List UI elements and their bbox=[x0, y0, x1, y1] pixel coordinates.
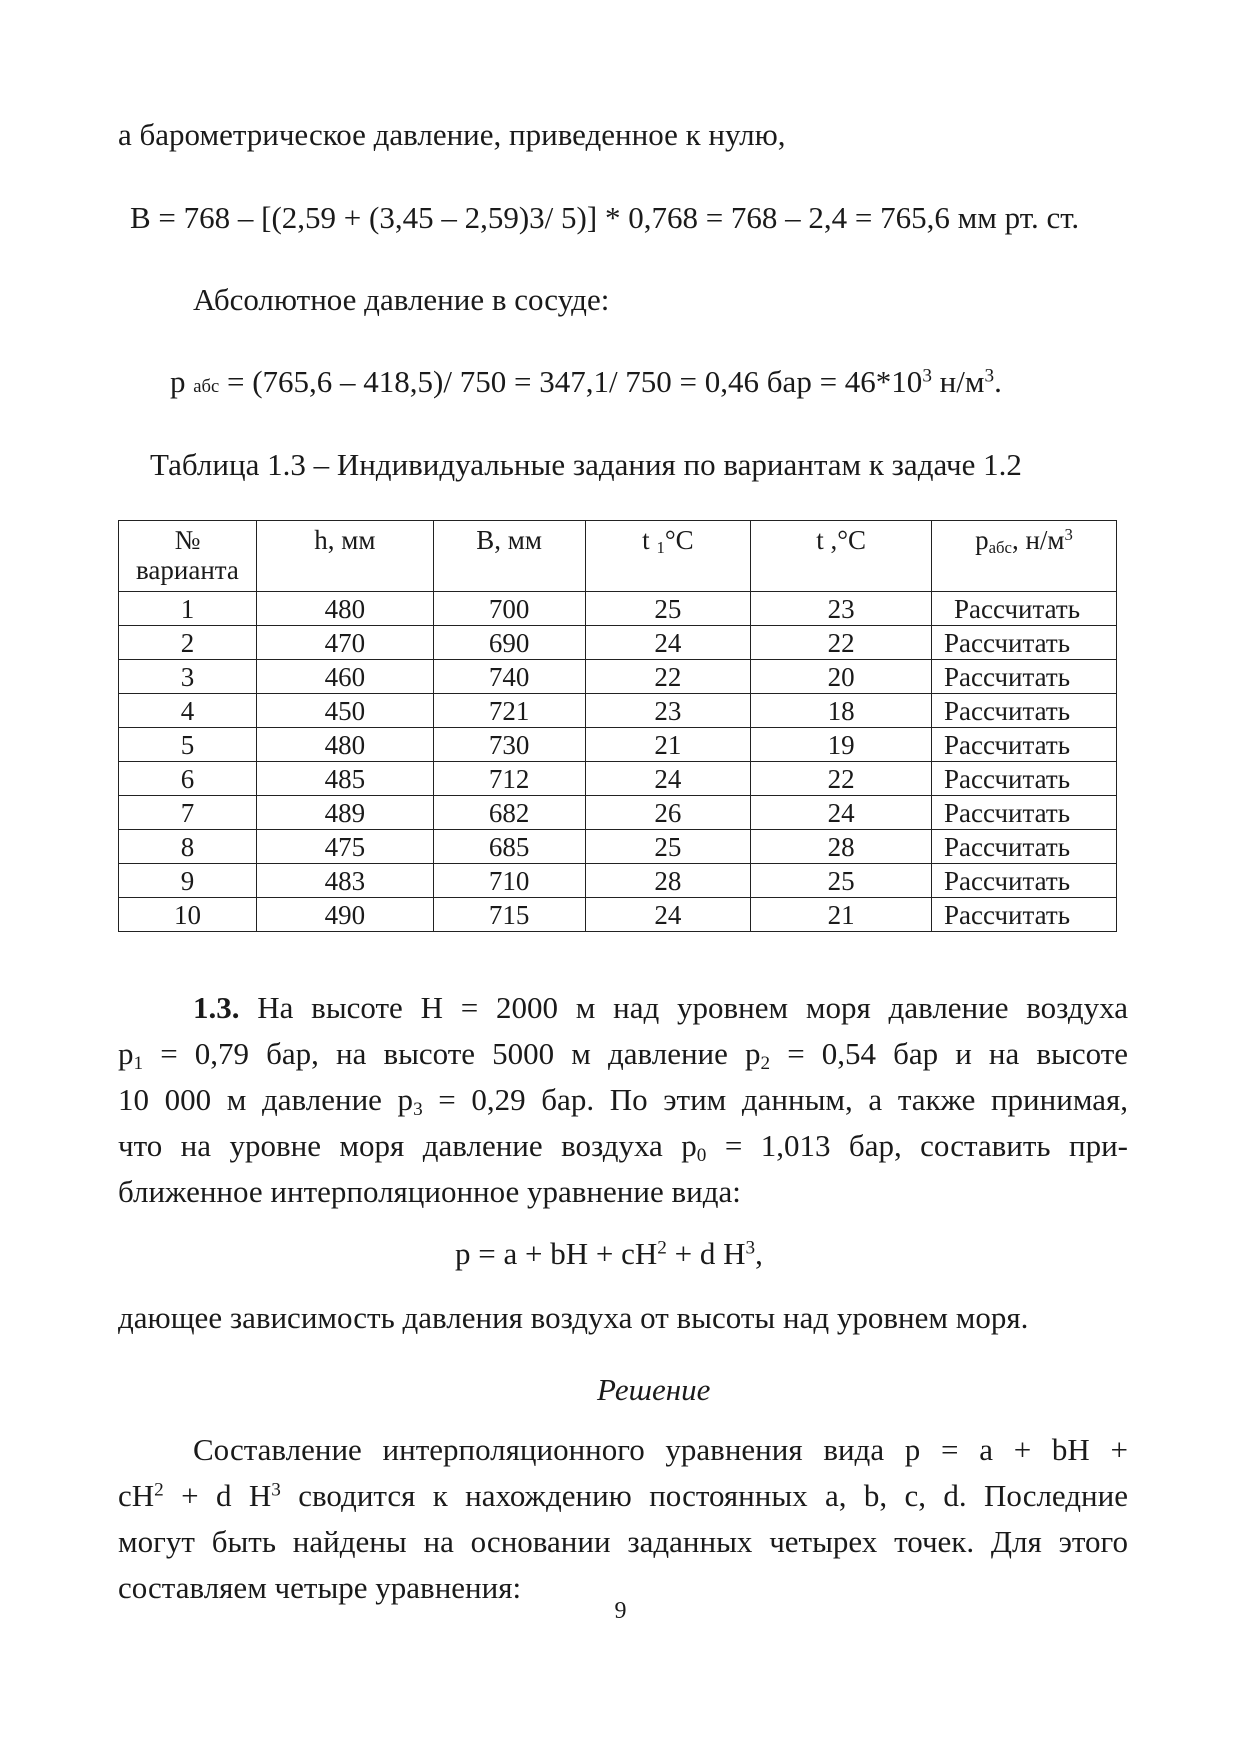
cell-b: 700 bbox=[433, 592, 585, 626]
cell-variant: 3 bbox=[119, 660, 257, 694]
cell-pabs: Рассчитать bbox=[932, 762, 1117, 796]
solution-line-2 bbox=[118, 1473, 1128, 1519]
cell-pabs: Рассчитать bbox=[932, 592, 1117, 626]
cell-b: 712 bbox=[433, 762, 585, 796]
header-pabs-subscript: абс bbox=[988, 538, 1012, 558]
cell-t1: 22 bbox=[585, 660, 751, 694]
solution-exponent: 3 bbox=[271, 1479, 281, 1501]
cell-t1: 21 bbox=[585, 728, 751, 762]
formula-end: . bbox=[994, 364, 1002, 399]
interpolation-equation bbox=[455, 1236, 763, 1272]
cell-b: 685 bbox=[433, 830, 585, 864]
cell-h: 450 bbox=[256, 694, 433, 728]
header-t1-symbol: t bbox=[642, 525, 657, 555]
header-pabs-unit: , н/м bbox=[1011, 525, 1065, 555]
cell-h: 470 bbox=[256, 626, 433, 660]
header-t: t ,°C bbox=[751, 521, 932, 592]
cell-t1: 26 bbox=[585, 796, 751, 830]
cell-t1: 24 bbox=[585, 626, 751, 660]
header-t1 bbox=[585, 521, 751, 592]
solution-heading: Решение bbox=[597, 1372, 711, 1407]
table-caption: Таблица 1.3 – Индивидуальные задания по вариантам к задаче 1.2 bbox=[150, 447, 1022, 482]
cell-t: 25 bbox=[751, 864, 932, 898]
equation-part: p = a + bH + cH bbox=[455, 1236, 658, 1271]
cell-t1: 23 bbox=[585, 694, 751, 728]
header-h: h, мм bbox=[256, 521, 433, 592]
problem-text: = 0,54 бар и на высоте bbox=[770, 1036, 1128, 1071]
solution-text: Составление интерполяционного уравнения вида p = a + bH + bbox=[193, 1432, 1128, 1467]
equation-part: + d H bbox=[666, 1236, 746, 1271]
formula-absolute-pressure bbox=[170, 364, 1002, 405]
cell-variant: 5 bbox=[119, 728, 257, 762]
header-b: B, мм bbox=[433, 521, 585, 592]
cell-b: 730 bbox=[433, 728, 585, 762]
solution-exponent: 2 bbox=[154, 1479, 164, 1501]
formula-symbol: p bbox=[170, 364, 186, 399]
cell-variant: 10 bbox=[119, 898, 257, 932]
cell-t: 19 bbox=[751, 728, 932, 762]
cell-h: 483 bbox=[256, 864, 433, 898]
table-row bbox=[119, 592, 1117, 626]
cell-variant: 7 bbox=[119, 796, 257, 830]
page-number: 9 bbox=[614, 1598, 627, 1624]
problem-text: = 0,79 бар, на высоте 5000 м давление p bbox=[143, 1036, 761, 1071]
table-row bbox=[119, 660, 1117, 694]
text-line: Абсолютное давление в сосуде: bbox=[193, 282, 610, 317]
solution-text: + d H bbox=[163, 1478, 272, 1513]
variants-table bbox=[118, 520, 1117, 932]
table-row bbox=[119, 626, 1117, 660]
problem-line-3 bbox=[118, 1077, 1128, 1123]
table-row bbox=[119, 864, 1117, 898]
problem-line-6: дающее зависимость давления воздуха от высоты над уровнем моря. bbox=[118, 1300, 1029, 1335]
cell-b: 690 bbox=[433, 626, 585, 660]
problem-text: = 1,013 бар, составить при- bbox=[706, 1128, 1128, 1163]
problem-subscript: 1 bbox=[133, 1052, 144, 1074]
cell-pabs: Рассчитать bbox=[932, 830, 1117, 864]
header-variant bbox=[119, 521, 257, 592]
cell-t: 28 bbox=[751, 830, 932, 864]
equation-part: , bbox=[755, 1236, 763, 1271]
table-row bbox=[119, 728, 1117, 762]
cell-pabs: Рассчитать bbox=[932, 626, 1117, 660]
table-row bbox=[119, 762, 1117, 796]
header-pabs-exponent: 3 bbox=[1064, 524, 1073, 544]
problem-text: = 0,29 бар. По этим данным, а также принимая, bbox=[422, 1082, 1128, 1117]
cell-variant: 8 bbox=[119, 830, 257, 864]
table-row bbox=[119, 898, 1117, 932]
cell-b: 715 bbox=[433, 898, 585, 932]
cell-variant: 4 bbox=[119, 694, 257, 728]
problem-subscript: 0 bbox=[696, 1144, 707, 1166]
cell-t: 21 bbox=[751, 898, 932, 932]
table-row bbox=[119, 830, 1117, 864]
cell-t: 20 bbox=[751, 660, 932, 694]
problem-line-2 bbox=[118, 1031, 1128, 1077]
cell-pabs: Рассчитать bbox=[932, 694, 1117, 728]
formula-body: = (765,6 – 418,5)/ 750 = 347,1/ 750 = 0,46 бар = 46*10 bbox=[219, 364, 923, 399]
text-line: а барометрическое давление, приведенное к нулю, bbox=[118, 117, 786, 152]
cell-pabs: Рассчитать bbox=[932, 898, 1117, 932]
cell-t1: 28 bbox=[585, 864, 751, 898]
problem-number: 1.3. bbox=[193, 990, 240, 1025]
cell-variant: 2 bbox=[119, 626, 257, 660]
problem-subscript: 2 bbox=[760, 1052, 771, 1074]
solution-line-4: составляем четыре уравнения: bbox=[118, 1570, 522, 1605]
header-t1-unit: °C bbox=[664, 525, 694, 555]
cell-t: 18 bbox=[751, 694, 932, 728]
cell-b: 710 bbox=[433, 864, 585, 898]
solution-line-1 bbox=[118, 1427, 1128, 1473]
formula-unit: н/м bbox=[931, 364, 985, 399]
table-row bbox=[119, 694, 1117, 728]
cell-t: 22 bbox=[751, 626, 932, 660]
cell-variant: 6 bbox=[119, 762, 257, 796]
cell-t1: 25 bbox=[585, 592, 751, 626]
cell-h: 489 bbox=[256, 796, 433, 830]
solution-text: cH bbox=[118, 1478, 155, 1513]
cell-b: 682 bbox=[433, 796, 585, 830]
problem-text: На высоте H = 2000 м над уровнем моря давление воздуха bbox=[239, 990, 1128, 1025]
cell-variant: 9 bbox=[119, 864, 257, 898]
cell-h: 475 bbox=[256, 830, 433, 864]
cell-pabs: Рассчитать bbox=[932, 864, 1117, 898]
cell-pabs: Рассчитать bbox=[932, 796, 1117, 830]
cell-t1: 25 bbox=[585, 830, 751, 864]
table-header-row bbox=[119, 521, 1117, 592]
equation-exponent: 2 bbox=[657, 1237, 667, 1259]
formula-barometric: B = 768 – [(2,59 + (3,45 – 2,59)3/ 5)] * 0,768 = 768 – 2,4 = 765,6 мм рт. ст. bbox=[130, 200, 1080, 235]
problem-subscript: 3 bbox=[413, 1098, 423, 1120]
problem-text: p bbox=[118, 1036, 134, 1071]
header-variant-line1: № bbox=[174, 525, 201, 555]
formula-subscript: абс bbox=[193, 376, 220, 397]
solution-text: сводится к нахождению постоянных a, b, c, d. Последние bbox=[280, 1478, 1128, 1513]
cell-pabs: Рассчитать bbox=[932, 660, 1117, 694]
cell-t: 22 bbox=[751, 762, 932, 796]
header-variant-line2: варианта bbox=[136, 555, 239, 585]
problem-text: что на уровне моря давление воздуха p bbox=[118, 1128, 697, 1163]
header-pabs bbox=[932, 521, 1117, 592]
problem-line-5: ближенное интерполяционное уравнение вида: bbox=[118, 1174, 741, 1209]
cell-h: 490 bbox=[256, 898, 433, 932]
cell-h: 480 bbox=[256, 728, 433, 762]
formula-unit-exponent: 3 bbox=[984, 365, 995, 387]
solution-line-3: могут быть найдены на основании заданных четырех точек. Для этого bbox=[118, 1524, 1128, 1559]
cell-t1: 24 bbox=[585, 898, 751, 932]
cell-t: 23 bbox=[751, 592, 932, 626]
cell-h: 480 bbox=[256, 592, 433, 626]
problem-text: 10 000 м давление p bbox=[118, 1082, 414, 1117]
table-row bbox=[119, 796, 1117, 830]
cell-t1: 24 bbox=[585, 762, 751, 796]
cell-t: 24 bbox=[751, 796, 932, 830]
cell-h: 485 bbox=[256, 762, 433, 796]
cell-b: 740 bbox=[433, 660, 585, 694]
header-pabs-symbol: p bbox=[975, 525, 989, 555]
formula-exponent: 3 bbox=[922, 365, 932, 387]
cell-h: 460 bbox=[256, 660, 433, 694]
cell-variant: 1 bbox=[119, 592, 257, 626]
equation-exponent: 3 bbox=[745, 1237, 756, 1259]
cell-b: 721 bbox=[433, 694, 585, 728]
problem-line-1 bbox=[118, 985, 1128, 1031]
header-t1-subscript: 1 bbox=[656, 538, 665, 558]
cell-pabs: Рассчитать bbox=[932, 728, 1117, 762]
problem-line-4 bbox=[118, 1123, 1128, 1169]
